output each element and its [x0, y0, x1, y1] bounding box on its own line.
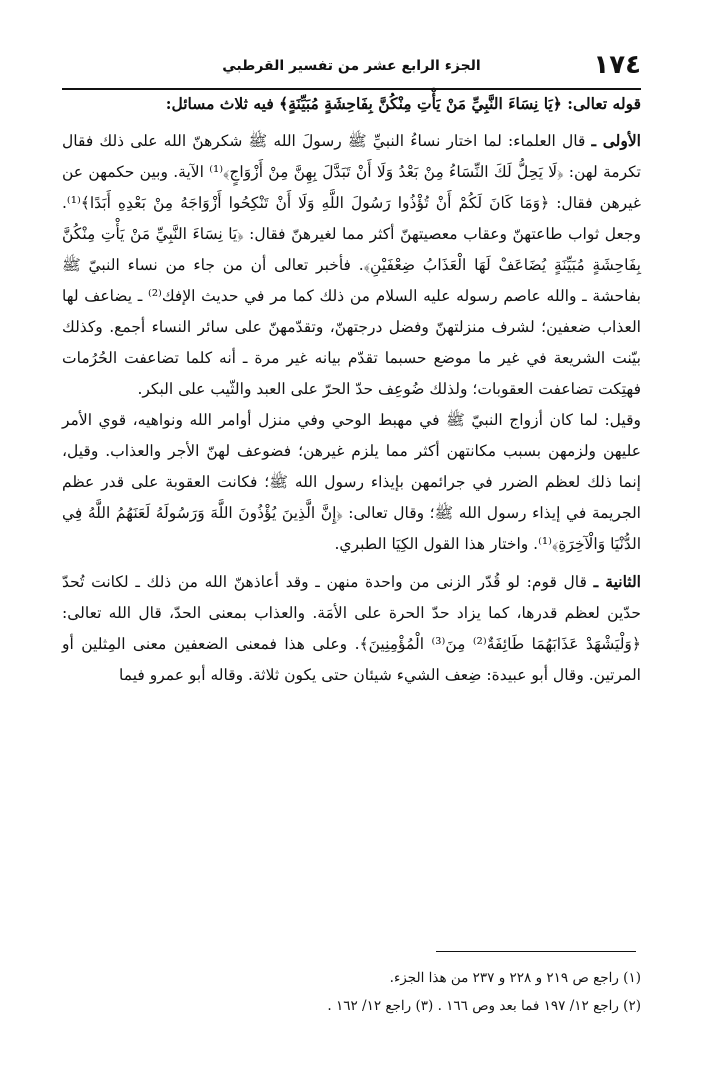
footnote-separator: [436, 951, 636, 952]
paragraph-additional-view: وقيل: لما كان أزواج النبيّ ﷺ في مهبط الوحي وفي منزل أوامر الله ونواهيه، قوي الأمر عليهن ولزمهن بسبب مكانتهن أكثر مما يلزم غيرهن؛ فضوعف لهنّ الأجر والعذاب. وقيل، إنما ذلك لعظم الضرر في جرائمهن بإيذاء رسول الله ﷺ؛ فكانت العقوبة على قدر عظم الجريمة في إيذاء رسول الله ﷺ؛ وقال تعالى: ﴿إِنَّ الَّذِينَ يُؤْذُونَ اللَّهَ وَرَسُولَهُ لَعَنَهُمُ اللَّهُ فِي الدُّنْيَا وَالْآخِرَةِ﴾⁽¹⁾. واختار هذا القول الكِيَا الطبري.: [62, 411, 641, 553]
page-header: [62, 48, 641, 90]
page-number: ١٧٤: [593, 50, 641, 80]
paragraph-first-issue: [62, 125, 641, 405]
footnote-1: (١) راجع ص ٢١٩ و ٢٢٨ و ٢٣٧ من هذا الجزء.: [389, 970, 641, 986]
intro-verse-line: قوله تعالى: ﴿يَا نِسَاءَ النَّبِيِّ مَنْ يَأْتِ مِنْكُنَّ بِفَاحِشَةٍ مُبَيِّنَةٍ﴾ فيه ثلاث مسائل:: [165, 94, 641, 113]
issue-heading-first: الأولى ـ: [591, 131, 641, 150]
footnotes: [62, 964, 641, 1020]
issue-heading-second: الثانية ـ: [593, 572, 641, 591]
main-text: [62, 88, 641, 691]
running-title: الجزء الرابع عشر من تفسير القرطبي: [222, 58, 481, 74]
paragraph-text: قال قوم: لو قُدّر الزنى من واحدة منهن ـ وقد أعاذهنّ الله من ذلك ـ لكانت تُحدّ حدّين لعظم قدرها، كما يزاد حدّ الحرة على الأمَة. والعذاب بمعنى الحدّ، قال الله تعالى: ﴿وَلْيَشْهَدْ عَذَابَهُمَا طَائِفَةٌ⁽²⁾ مِنَ⁽³⁾ الْمُؤْمِنِينَ﴾. وعلى هذا فمعنى الضعفين معنى المِثلين أو المرتين. وقال أبو عبيدة: ضِعف الشيء شيئان حتى يكون ثلاثة. وقاله أبو عمرو فيما: [62, 573, 641, 684]
paragraph-second-issue: [62, 566, 641, 691]
paragraph-text: قال العلماء: لما اختار نساءُ النبيِّ ﷺ رسولَ الله ﷺ شكرهنّ الله على ذلك فقال تكرمة لهن: ﴿لَا يَحِلُّ لَكَ النِّسَاءُ مِنْ بَعْدُ وَلَا أَنْ تَبَدَّلَ بِهِنَّ مِنْ أَزْوَاجٍ﴾⁽¹⁾ الآية. وبين حكمهن عن غيرهن فقال: ﴿وَمَا كَانَ لَكُمْ أَنْ تُؤْذُوا رَسُولَ اللَّهِ وَلَا أَنْ تَنْكِحُوا أَزْوَاجَهُ مِنْ بَعْدِهِ أَبَدًا﴾⁽¹⁾. وجعل ثواب طاعتهنّ وعقاب معصيتهنّ أكثر مما لغيرهنّ فقال: ﴿يَا نِسَاءَ النَّبِيِّ مَنْ يَأْتِ مِنْكُنَّ بِفَاحِشَةٍ مُبَيِّنَةٍ يُضَاعَفْ لَهَا الْعَذَابُ ضِعْفَيْنِ﴾. فأخبر تعالى أن من جاء من نساء النبيّ ﷺ بفاحشة ـ والله عاصم رسوله عليه السلام من ذلك كما مر في حديث الإفك⁽²⁾ ـ يضاعف لها العذاب ضعفين؛ لشرف منزلتهنّ وفضل درجتهنّ، وتقدّمهنّ على سائر النساء أجمع. وكذلك بيّنت الشريعة في غير ما موضع حسبما تقدّم بيانه غير مرة ـ أنه كلما تضاعفت الحُرُمات فهتِكت تضاعفت العقوبات؛ ولذلك ضُوعِف حدّ الحرّ على العبد والثّيب على البكر.: [62, 132, 642, 398]
footnote-2-3: (٢) راجع ١٢/ ١٩٧ فما بعد وص ١٦٦ . (٣) راجع ١٢/ ١٦٢ .: [327, 998, 641, 1014]
